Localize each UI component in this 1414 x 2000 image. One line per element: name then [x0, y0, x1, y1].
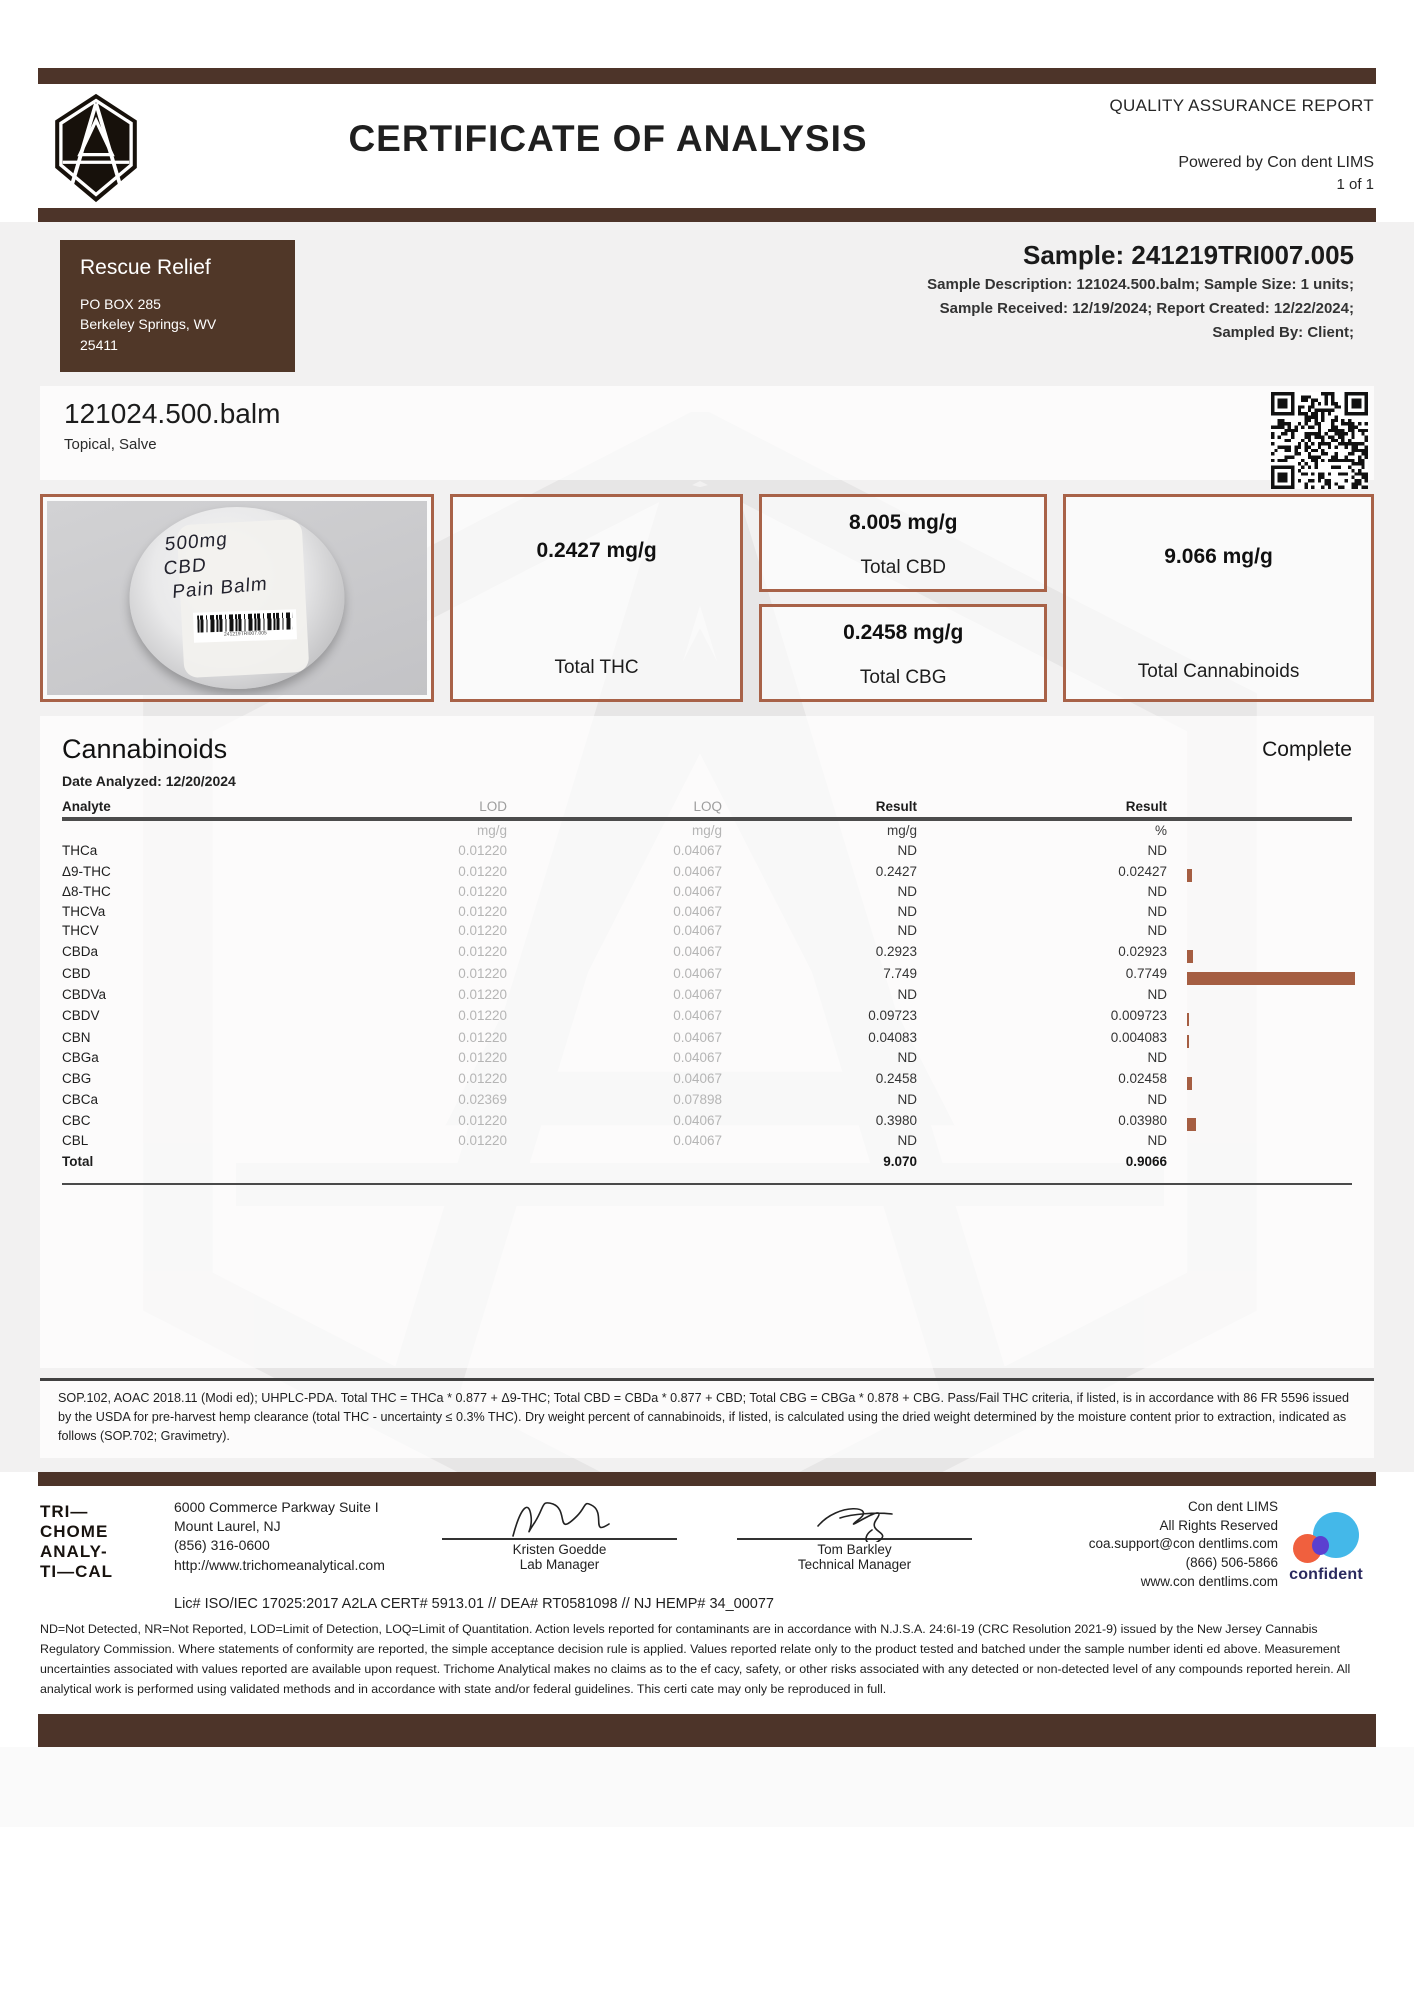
lod-value: 0.01220 — [458, 923, 507, 939]
analyte-name: CBG — [62, 1071, 92, 1086]
analyte-name: CBDVa — [62, 986, 107, 1002]
result-mg-value: 0.09723 — [868, 1007, 917, 1023]
signer1-title: Lab Manager — [519, 1556, 600, 1572]
result-pct-value: ND — [1147, 1050, 1167, 1066]
analyte-name: CBDa — [62, 944, 99, 959]
lims-rights: All Rights Reserved — [1159, 1517, 1278, 1533]
table-row — [62, 1068, 1352, 1090]
sample-block — [927, 240, 1354, 372]
loq-value: 0.04067 — [673, 863, 722, 879]
sample-description: Sample Description: 121024.500.balm; Sample Size: 1 units; — [927, 276, 1354, 293]
table-row — [62, 941, 1352, 963]
total-thc-value: 0.2427 mg/g — [536, 539, 657, 562]
loq-value: 0.04067 — [673, 1133, 722, 1149]
license-line: Lic# ISO/IEC 17025:2017 A2LA CERT# 5913.01 // DEA# RT0581098 // NJ HEMP# 34_00077 — [174, 1596, 774, 1613]
lab-website-link[interactable]: http://www.trichomeanalytical.com — [174, 1556, 385, 1573]
table-row — [62, 1131, 1352, 1151]
unit-loq: mg/g — [691, 823, 722, 839]
analyte-name: CBC — [62, 1112, 91, 1128]
table-row — [62, 1109, 1352, 1131]
total-thc-box — [450, 494, 744, 702]
product-photo-box — [40, 494, 434, 702]
lab-address — [174, 1496, 442, 1575]
report-header — [0, 84, 1414, 208]
report-body — [0, 222, 1414, 1472]
result-mg-value: 0.2427 — [875, 863, 917, 879]
lod-value: 0.01220 — [458, 944, 507, 959]
signature-line — [737, 1538, 972, 1540]
lims-website-link[interactable]: www.con dentlims.com — [1140, 1574, 1278, 1590]
table-row — [62, 841, 1352, 861]
result-pct-value: 0.03980 — [1118, 1112, 1167, 1128]
tin-image — [129, 507, 344, 689]
table-end-rule — [62, 1183, 1352, 1185]
result-pct-value: ND — [1147, 1133, 1167, 1149]
result-mg-value: ND — [897, 986, 917, 1002]
signer2-title: Technical Manager — [797, 1556, 912, 1572]
loq-value: 0.04067 — [673, 1029, 722, 1045]
total-cbd-box — [759, 494, 1047, 592]
result-mg-value: ND — [897, 923, 917, 939]
unit-lod: mg/g — [476, 823, 507, 839]
result-pct-value: ND — [1147, 842, 1167, 858]
total-cannabinoids-box — [1063, 494, 1374, 702]
percent-bar — [1187, 1013, 1189, 1026]
address-line1: 6000 Commerce Parkway Suite I — [174, 1498, 379, 1515]
result-mg-value: ND — [897, 842, 917, 858]
table-row — [62, 860, 1352, 882]
total-mg: 9.070 — [883, 1153, 917, 1169]
powered-by-label: Powered by Con dent LIMS — [1178, 154, 1374, 171]
cannabinoid-rows — [62, 841, 1352, 1151]
total-cbd-value: 8.005 mg/g — [848, 511, 958, 534]
methods-footnote: SOP.102, AOAC 2018.11 (Modi ed); UHPLC-PDA. Total THC = THCa * 0.877 + Δ9-THC; Total CBD = CBDa * 0.877 + CBD; Total CBG = CBGa * 0.878 + CBG. Pass/Fail THC criteria, if listed, is in accordance with 86 FR 5596 issued by the USDA for pre-harvest hemp clearance (total THC - uncertainty ≤ 0.3% THC). Dry weight percent of cannabinoids, if listed, is calculated using the dried weight determined by the moisture content prior to extraction, indicated as follows (SOP.702; Gravimetry). — [58, 1391, 1349, 1443]
result-mg-value: ND — [897, 1133, 917, 1149]
signature-line — [442, 1538, 677, 1540]
signer2-name: Tom Barkley — [817, 1541, 892, 1557]
sampled-by: Sampled By: Client; — [1212, 324, 1354, 341]
lims-phone: (866) 506-5866 — [1185, 1555, 1278, 1571]
barcode-text: 241219TRI007.005 — [224, 629, 268, 638]
loq-value: 0.04067 — [673, 884, 722, 900]
loq-value: 0.04067 — [673, 842, 722, 858]
col-lod: LOD — [479, 799, 507, 814]
lod-value: 0.01220 — [458, 1050, 507, 1066]
lod-value: 0.01220 — [458, 1029, 507, 1045]
table-row — [62, 963, 1352, 985]
sample-id: Sample: 241219TRI007.005 — [1023, 240, 1354, 270]
signature-technical-manager — [737, 1496, 972, 1572]
total-cbd-label: Total CBD — [860, 557, 946, 578]
product-photo — [47, 501, 427, 695]
total-label: Total — [62, 1153, 94, 1169]
product-card — [40, 386, 1374, 480]
divider-bar-header — [38, 208, 1376, 222]
address-line2: Mount Laurel, NJ — [174, 1517, 281, 1534]
divider-bar-footer — [38, 1472, 1376, 1486]
loq-value: 0.04067 — [673, 944, 722, 959]
col-loq: LOQ — [693, 799, 722, 814]
loq-value: 0.04067 — [673, 986, 722, 1002]
sample-dates: Sample Received: 12/19/2024; Report Created: 12/22/2024; — [939, 300, 1354, 317]
lod-value: 0.01220 — [458, 1007, 507, 1023]
table-header — [62, 799, 1352, 814]
unit-mg: mg/g — [886, 823, 917, 839]
purple-circle — [1312, 1536, 1329, 1555]
signature2-scribble — [780, 1496, 930, 1542]
lod-value: 0.01220 — [458, 966, 507, 981]
trichome-logo — [40, 92, 172, 204]
total-pct: 0.9066 — [1125, 1153, 1167, 1169]
percent-bar — [1187, 869, 1192, 882]
methods-footnote-card — [40, 1378, 1374, 1458]
client-box — [60, 240, 295, 372]
table-row — [62, 1090, 1352, 1110]
table-row — [62, 1026, 1352, 1048]
top-margin — [0, 0, 1414, 68]
total-cannabinoids-label: Total Cannabinoids — [1137, 661, 1300, 682]
result-pct-value: 0.02458 — [1118, 1071, 1167, 1086]
cbd-cbg-column — [759, 494, 1047, 702]
analyte-name: CBD — [62, 966, 91, 981]
lims-email-link[interactable]: coa.support@con dentlims.com — [1088, 1536, 1278, 1552]
loq-value: 0.04067 — [673, 1112, 722, 1128]
client-address-line3: 25411 — [80, 336, 118, 353]
lod-value: 0.01220 — [458, 842, 507, 858]
lod-value: 0.01220 — [458, 1112, 507, 1128]
barcode-sticker — [193, 609, 297, 643]
result-pct-value: 0.02923 — [1118, 944, 1167, 959]
signer1-name: Kristen Goedde — [512, 1541, 607, 1557]
lod-value: 0.01220 — [458, 903, 507, 919]
total-cannabinoids-value: 9.066 mg/g — [1164, 545, 1273, 568]
table-row — [62, 1048, 1352, 1068]
analyte-name: THCVa — [62, 903, 106, 919]
lims-name: Con dent LIMS — [1187, 1498, 1278, 1514]
percent-bar — [1187, 1035, 1189, 1048]
loq-value: 0.04067 — [673, 1007, 722, 1023]
result-pct-value: ND — [1147, 1091, 1167, 1107]
analyte-name: CBDV — [62, 1007, 100, 1023]
lod-value: 0.01220 — [458, 1071, 507, 1086]
table-row — [62, 902, 1352, 922]
lod-value: 0.01220 — [458, 884, 507, 900]
lod-value: 0.01220 — [458, 863, 507, 879]
unit-pct: % — [1154, 823, 1167, 839]
result-pct-value: 0.009723 — [1110, 1007, 1167, 1023]
percent-bar — [1187, 972, 1355, 985]
col-analyte: Analyte — [62, 799, 111, 814]
section-title: Cannabinoids — [62, 734, 228, 764]
percent-bar — [1187, 1077, 1192, 1090]
signature-lab-manager — [442, 1496, 677, 1572]
result-pct-value: ND — [1147, 903, 1167, 919]
handwritten-label: 500mg CBD Pain Balm — [163, 528, 269, 603]
total-row — [62, 1152, 1352, 1172]
confident-logo-circles — [1291, 1512, 1361, 1564]
product-name: 121024.500.balm — [64, 398, 281, 429]
analyte-name: Δ9-THC — [62, 863, 111, 879]
loq-value: 0.04067 — [673, 966, 722, 981]
total-cbg-value: 0.2458 mg/g — [843, 621, 964, 644]
lod-value: 0.02369 — [458, 1091, 507, 1107]
summary-results — [40, 494, 1374, 702]
result-mg-value: 0.2923 — [875, 944, 917, 959]
phone-number: (856) 316-0600 — [174, 1537, 270, 1554]
result-mg-value: 7.749 — [883, 966, 917, 981]
cannabinoids-section — [40, 716, 1374, 1368]
date-analyzed: Date Analyzed: 12/20/2024 — [62, 773, 236, 789]
sample-info-section — [40, 234, 1374, 372]
bottom-margin — [0, 1747, 1414, 1827]
analyte-name: THCa — [62, 842, 98, 858]
result-mg-value: 0.2458 — [875, 1071, 917, 1086]
lod-value: 0.01220 — [458, 986, 507, 1002]
client-address-line2: Berkeley Springs, WV — [80, 316, 217, 333]
client-name: Rescue Relief — [80, 256, 211, 279]
divider-bar-bottom — [38, 1714, 1376, 1747]
lab-footer — [0, 1486, 1414, 1612]
analyte-name: CBN — [62, 1029, 91, 1045]
analyte-name: CBCa — [62, 1091, 99, 1107]
confident-logo — [1278, 1496, 1374, 1584]
loq-value: 0.07898 — [673, 1091, 722, 1107]
result-mg-value: 0.3980 — [875, 1112, 917, 1128]
loq-value: 0.04067 — [673, 1071, 722, 1086]
loq-value: 0.04067 — [673, 923, 722, 939]
total-cbg-box — [759, 604, 1047, 702]
lims-contact — [1032, 1496, 1278, 1592]
analyte-name: THCV — [62, 923, 99, 939]
qr-code — [1271, 392, 1368, 489]
analyte-name: CBL — [62, 1133, 89, 1149]
loq-value: 0.04067 — [673, 1050, 722, 1066]
result-mg-value: ND — [897, 903, 917, 919]
analyte-name: CBGa — [62, 1050, 99, 1066]
percent-bar — [1187, 1118, 1196, 1131]
result-pct-value: 0.004083 — [1110, 1029, 1167, 1045]
result-pct-value: ND — [1147, 923, 1167, 939]
table-row — [62, 882, 1352, 902]
status-complete: Complete — [1262, 738, 1352, 761]
table-row — [62, 921, 1352, 941]
signature1-scribble — [485, 1496, 635, 1542]
legal-disclaimer: ND=Not Detected, NR=Not Reported, LOD=Limit of Detection, LOQ=Limit of Quantitation. Action levels reported for contaminants are in accordance with N.J.S.A. 24:6I-19 (CRC Resolution 2021-9) issued by the New Jersey Cannabis Regulatory Commission. Where statements of conformity are reported, the simple acceptance decision rule is applied. Values reported relate only to the product tested and batched under the sample number identi ed above. Measurement uncertainties associated with values reported are available upon request. Trichome Analytical makes no claims as to the ef cacy, safety, or other risks associated with any detected or non-detected level of any compounds reported herein. All analytical work is performed using validated methods and in accordance with state and/or federal guidelines. This certi cate may only be reproduced in full. — [0, 1612, 1414, 1699]
result-pct-value: ND — [1147, 884, 1167, 900]
page-title: CERTIFICATE OF ANALYSIS — [348, 118, 868, 159]
col-result-mg: Result — [875, 799, 917, 814]
analyte-name: Δ8-THC — [62, 884, 111, 900]
client-address-line1: PO BOX 285 — [80, 296, 161, 312]
confident-logo-text: confident — [1289, 1565, 1363, 1583]
lod-value: 0.01220 — [458, 1133, 507, 1149]
result-mg-value: 0.04083 — [868, 1029, 917, 1045]
qa-report-label: QUALITY ASSURANCE REPORT — [1109, 96, 1374, 115]
result-pct-value: 0.02427 — [1118, 863, 1167, 879]
result-mg-value: ND — [897, 884, 917, 900]
trichome-wordmark: TRI— CHOME ANALY- TI—CAL — [40, 1501, 114, 1581]
result-pct-value: ND — [1147, 986, 1167, 1002]
table-row — [62, 985, 1352, 1005]
col-result-pct: Result — [1125, 799, 1167, 814]
result-mg-value: ND — [897, 1050, 917, 1066]
divider-bar-top — [38, 68, 1376, 84]
result-mg-value: ND — [897, 1091, 917, 1107]
total-cbg-label: Total CBG — [859, 667, 947, 688]
total-thc-label: Total THC — [554, 657, 639, 678]
loq-value: 0.04067 — [673, 903, 722, 919]
table-row — [62, 1004, 1352, 1026]
product-type: Topical, Salve — [64, 436, 157, 453]
units-row — [62, 821, 1352, 841]
percent-bar — [1187, 950, 1193, 963]
result-pct-value: 0.7749 — [1125, 966, 1167, 981]
page-number: 1 of 1 — [1336, 176, 1374, 193]
